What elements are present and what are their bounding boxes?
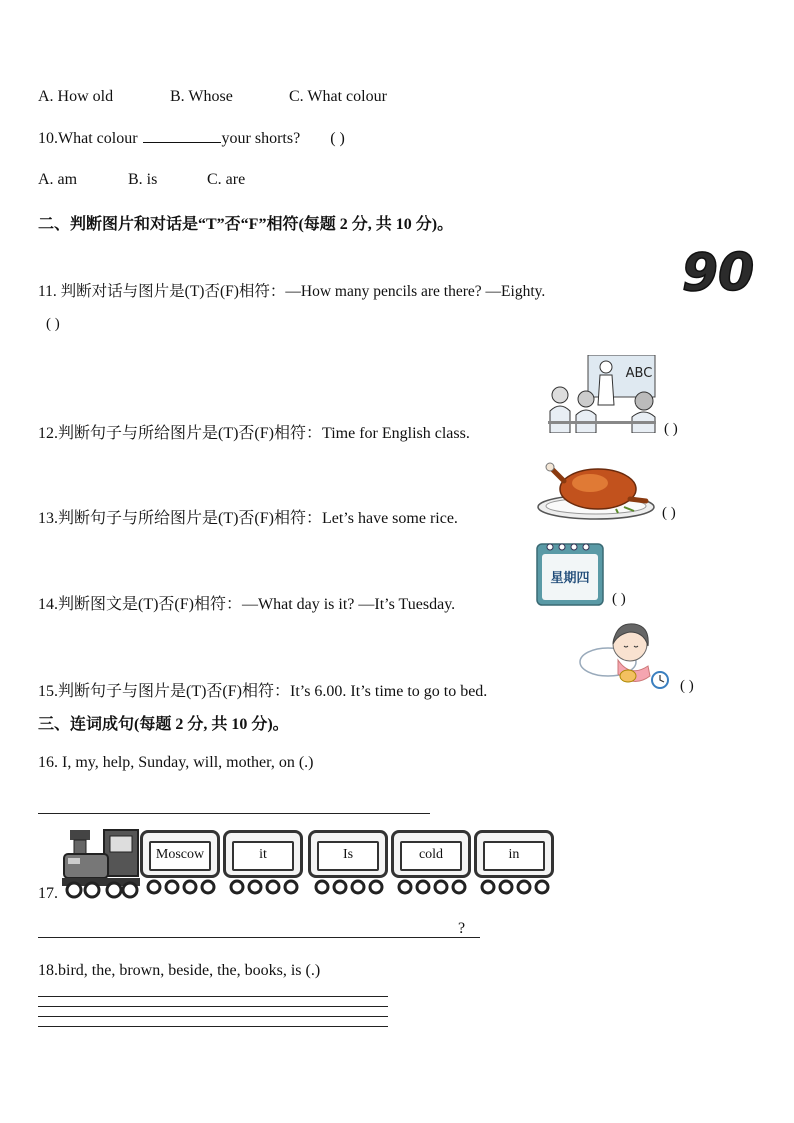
word-card-3: Is bbox=[317, 841, 379, 871]
q10-suffix: your shorts? bbox=[221, 130, 301, 147]
q9-option-b: B. Whose bbox=[170, 88, 233, 105]
q12-answer-paren[interactable]: ( ) bbox=[664, 421, 678, 437]
q15-text: 15.判断句子与图片是(T)否(F)相符：It’s 6.00. It’s time to go to bed. bbox=[38, 683, 488, 700]
q12-text: 12.判断句子与所给图片是(T)否(F)相符：Time for English class. bbox=[38, 425, 470, 442]
blackboard-text: ABC bbox=[625, 366, 653, 381]
q14-text: 14.判断图文是(T)否(F)相符：—What day is it? —It’s Tuesday. bbox=[38, 596, 456, 613]
number-90-image bbox=[668, 242, 768, 298]
train-car-wheels bbox=[140, 878, 556, 896]
q18-answer-line-2[interactable] bbox=[38, 1006, 388, 1007]
q10-paren[interactable]: ( ) bbox=[330, 130, 345, 147]
sleepy-girl-image bbox=[578, 618, 672, 694]
q9-option-c: C. What colour bbox=[289, 88, 387, 105]
section-3-heading: 三、连词成句(每题 2 分, 共 10 分)。 bbox=[38, 716, 289, 733]
q13-answer-paren[interactable]: ( ) bbox=[662, 505, 676, 521]
q11-answer-paren[interactable]: ( ) bbox=[46, 316, 60, 332]
q10-prefix: 10.What colour bbox=[38, 130, 142, 147]
train-engine-icon bbox=[60, 828, 142, 900]
calendar-weekday-text: 星期四 bbox=[550, 571, 590, 586]
q9-option-a: A. How old bbox=[38, 88, 114, 105]
q15-answer-paren[interactable]: ( ) bbox=[680, 678, 694, 694]
calendar-image bbox=[536, 540, 604, 606]
q10-answer-blank[interactable] bbox=[143, 142, 221, 143]
q10-option-b: B. is bbox=[128, 171, 158, 188]
train-car-2[interactable] bbox=[223, 830, 303, 878]
word-card-1: Moscow bbox=[149, 841, 211, 871]
q9-options bbox=[38, 88, 387, 106]
q16-answer-line[interactable] bbox=[38, 813, 430, 814]
q18-text: 18.bird, the, brown, beside, the, books, is (.) bbox=[38, 962, 321, 979]
q13-text: 13.判断句子与所给图片是(T)否(F)相符：Let’s have some rice. bbox=[38, 510, 458, 527]
train-car-5[interactable] bbox=[474, 830, 554, 878]
q18-answer-line-1[interactable] bbox=[38, 996, 388, 997]
section-2-heading: 二、判断图片和对话是“T”否“F”相符(每题 2 分, 共 10 分)。 bbox=[38, 216, 454, 233]
train-car-3[interactable] bbox=[308, 830, 388, 878]
q18-answer-line-3[interactable] bbox=[38, 1016, 388, 1017]
word-card-4: cold bbox=[400, 841, 462, 871]
q16-text: 16. I, my, help, Sunday, will, mother, on (.) bbox=[38, 754, 314, 771]
word-card-5: in bbox=[483, 841, 545, 871]
train-car-4[interactable] bbox=[391, 830, 471, 878]
q17-number: 17. bbox=[38, 885, 58, 902]
q14-answer-paren[interactable]: ( ) bbox=[612, 591, 626, 607]
number-90-graphic bbox=[668, 242, 768, 298]
roast-turkey-image bbox=[536, 455, 656, 521]
english-class-image bbox=[548, 355, 656, 433]
q11-text: 11. 判断对话与图片是(T)否(F)相符：—How many pencils are there? —Eighty. bbox=[38, 283, 546, 300]
q10-options bbox=[38, 171, 246, 189]
q10-question bbox=[38, 130, 345, 148]
svg-text:90: 90 bbox=[681, 243, 755, 298]
train-car-1[interactable] bbox=[140, 830, 220, 878]
q18-answer-line-4[interactable] bbox=[38, 1026, 388, 1027]
q10-option-c: C. are bbox=[207, 171, 246, 188]
q17-answer-line[interactable] bbox=[38, 937, 480, 938]
q17-question-mark: ? bbox=[458, 920, 466, 937]
q10-option-a: A. am bbox=[38, 171, 78, 188]
word-card-2: it bbox=[232, 841, 294, 871]
